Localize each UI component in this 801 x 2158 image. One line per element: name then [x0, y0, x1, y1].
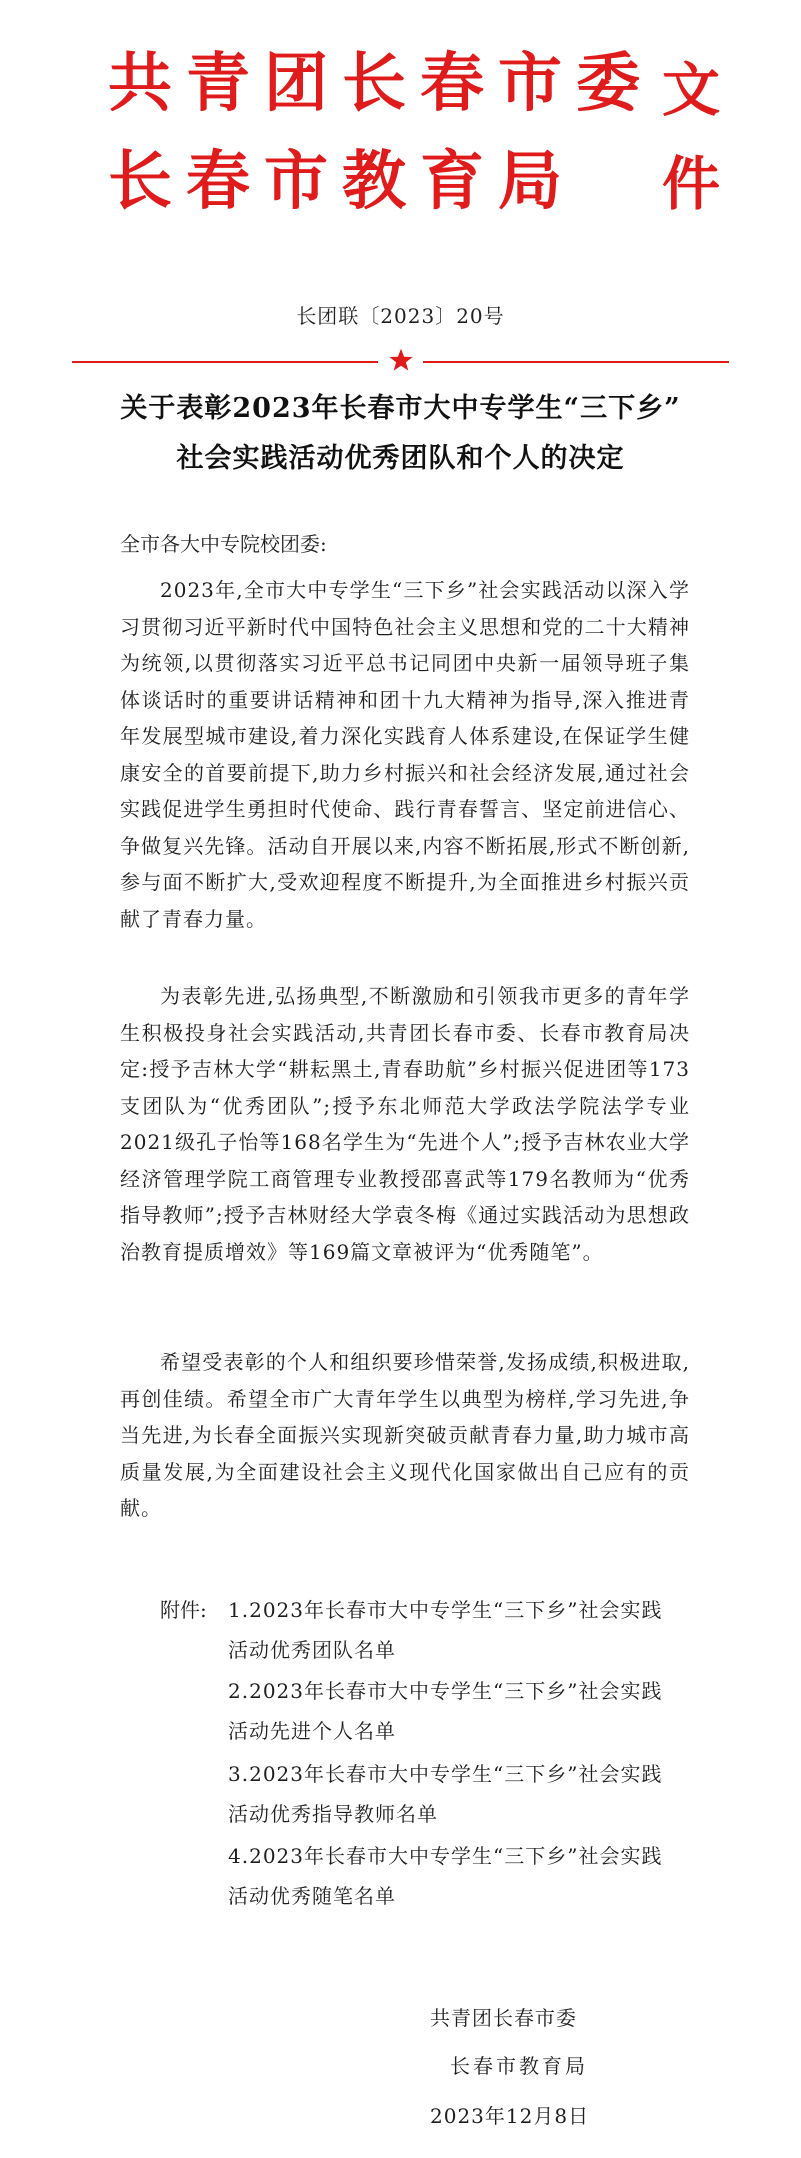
paragraph-text: 为表彰先进,弘扬典型,不断激励和引领我市更多的青年学生积极投身社会实践活动,共青团长春市委、长春市教育局决定:授予吉林大学“耕耘黑土,青春助航”乡村振兴促进团等173支团队为“优秀团队”;授予东北师范大学政法学院法学专业2021级孔子怡等168名学生为“先进个人”;授予吉林农业大学经济管理学院工商管理专业教授邵喜武等179名教师为“优秀指导教师”;授予吉林财经大学袁冬梅《通过实践活动为思想政治教育提质增效》等169篇文章被评为“优秀随笔”。	[120, 984, 690, 1264]
attachments-label: 附件:	[160, 1598, 207, 1622]
attachment-number: 3.	[228, 1762, 250, 1786]
red-star-icon	[388, 347, 414, 373]
attachment-number: 1.	[228, 1598, 250, 1622]
attachment-title-line-2: 活动先进个人名单	[228, 1719, 396, 1743]
signature-org-youth-league: 共青团长春市委	[430, 2006, 577, 2030]
body-paragraph-3	[120, 1344, 690, 1527]
attachment-title-line-1: 2023年长春市大中专学生“三下乡”社会实践	[249, 1762, 663, 1786]
attachment-title-line-1: 2023年长春市大中专学生“三下乡”社会实践	[249, 1598, 663, 1622]
attachment-number: 4.	[228, 1844, 250, 1868]
salutation: 全市各大中专院校团委:	[120, 532, 327, 556]
letterhead-word-jian: 件	[661, 150, 720, 218]
issuer-line-education-bureau: 长春市教育局	[108, 145, 576, 219]
attachment-title-line-1: 2023年长春市大中专学生“三下乡”社会实践	[249, 1844, 663, 1868]
paragraph-text: 希望受表彰的个人和组织要珍惜荣誉,发扬成绩,积极进取,再创佳绩。希望全市广大青年学生以典型为榜样,学习先进,争当先进,为长春全面振兴实现新突破贡献青春力量,助力城市高质量发展,为全面建设社会主义现代化国家做出自己应有的贡献。	[120, 1350, 690, 1520]
letterhead-word-wen: 文	[661, 56, 720, 124]
document-title-line-2: 社会实践活动优秀团队和个人的决定	[176, 443, 625, 474]
document-title-line-1: 关于表彰2023年长春市大中专学生“三下乡”	[120, 393, 681, 424]
divider-line-left	[72, 361, 378, 363]
document-number: 长团联〔2023〕20号	[296, 304, 505, 328]
attachment-title-line-2: 活动优秀团队名单	[228, 1638, 396, 1662]
divider-line-right	[423, 361, 729, 363]
attachment-title-line-2: 活动优秀随笔名单	[228, 1884, 396, 1908]
attachment-item	[228, 1836, 698, 1916]
attachment-number: 2.	[228, 1679, 250, 1703]
attachment-title-line-2: 活动优秀指导教师名单	[228, 1802, 438, 1826]
attachment-item	[228, 1754, 698, 1834]
signature-date: 2023年12月8日	[430, 2104, 590, 2128]
issuer-line-youth-league: 共青团长春市委	[108, 47, 654, 121]
body-paragraph-1	[120, 572, 690, 937]
paragraph-text: 2023年,全市大中专学生“三下乡”社会实践活动以深入学习贯彻习近平新时代中国特色社会主义思想和党的二十大精神为统领,以贯彻落实习近平总书记同团中央新一届领导班子集体谈话时的重要讲话精神和团十九大精神为指导,深入推进青年发展型城市建设,着力深化实践育人体系建设,在保证学生健康安全的首要前提下,助力乡村振兴和社会经济发展,通过社会实践促进学生勇担时代使命、践行青春誓言、坚定前进信心、争做复兴先锋。活动自开展以来,内容不断拓展,形式不断创新,参与面不断扩大,受欢迎程度不断提升,为全面推进乡村振兴贡献了青春力量。	[120, 578, 690, 931]
letterhead	[108, 44, 728, 224]
attachment-item	[228, 1671, 698, 1751]
attachment-title-line-1: 2023年长春市大中专学生“三下乡”社会实践	[249, 1679, 663, 1703]
signature-org-education-bureau: 长春市教育局	[450, 2054, 588, 2078]
body-paragraph-2	[120, 978, 690, 1270]
red-divider	[72, 349, 729, 375]
attachment-item	[228, 1590, 698, 1670]
